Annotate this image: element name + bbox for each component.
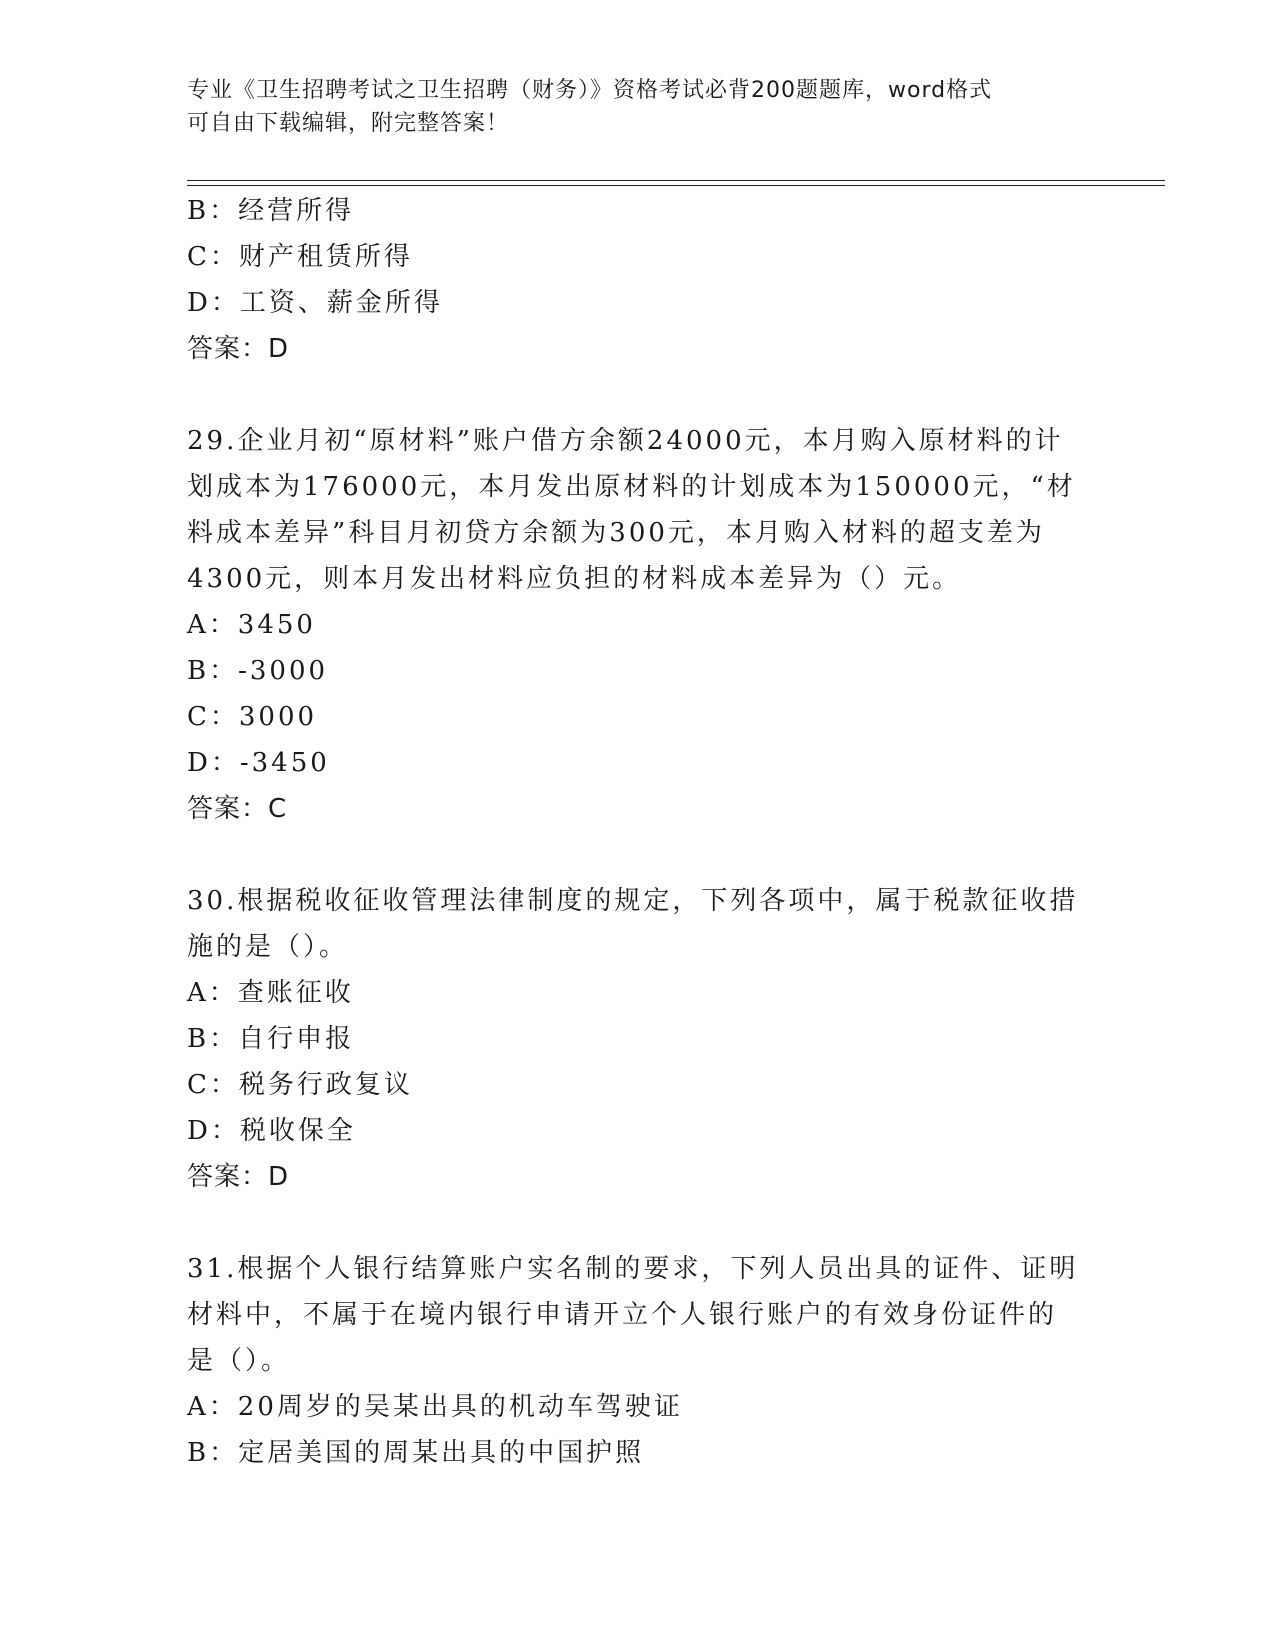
option-a: A：20周岁的吴某出具的机动车驾驶证 <box>187 1392 683 1422</box>
question-30 <box>187 878 1087 1200</box>
spacer <box>187 372 1087 418</box>
option-a: A：3450 <box>187 610 316 640</box>
option-d: D：-3450 <box>187 748 330 778</box>
question-stem-line: 31.根据个人银行结算账户实名制的要求，下列人员出具的证件、证明 <box>187 1254 1079 1284</box>
header-divider-bottom <box>187 185 1165 186</box>
answer-line: 答案：D <box>187 334 290 364</box>
option-c: C：税务行政复议 <box>187 1070 413 1100</box>
question-stem-line: 是（）。 <box>187 1346 291 1376</box>
question-stem-line: 施的是（）。 <box>187 932 349 962</box>
answer-line: 答案：C <box>187 794 288 824</box>
header-divider-top <box>187 180 1165 181</box>
question-stem-line: 30.根据税收征收管理法律制度的规定，下列各项中，属于税款征收措 <box>187 886 1079 916</box>
header-title-line-1: 专业《卫生招聘考试之卫生招聘（财务）》资格考试必背200题题库，word格式 <box>187 78 993 103</box>
header-title-line-2: 可自由下载编辑，附完整答案！ <box>187 111 510 136</box>
document-header <box>187 74 1087 140</box>
question-stem-line: 4300元，则本月发出材料应负担的材料成本差异为（）元。 <box>187 564 962 594</box>
spacer <box>187 832 1087 878</box>
spacer <box>187 1200 1087 1246</box>
question-31 <box>187 1246 1087 1476</box>
option-b: B：经营所得 <box>187 196 355 226</box>
option-b: B：自行申报 <box>187 1024 355 1054</box>
option-b: B：-3000 <box>187 656 329 686</box>
document-body <box>187 188 1087 1476</box>
option-d: D：工资、薪金所得 <box>187 288 443 318</box>
question-stem-line: 29.企业月初“原材料”账户借方余额24000元，本月购入原材料的计 <box>187 426 1064 456</box>
option-a: A：查账征收 <box>187 978 354 1008</box>
option-c: C：财产租赁所得 <box>187 242 413 272</box>
option-b: B：定居美国的周某出具的中国护照 <box>187 1438 645 1468</box>
question-stem-line: 料成本差异”科目月初贷方余额为300元，本月购入材料的超支差为 <box>187 518 1045 548</box>
option-c: C：3000 <box>187 702 318 732</box>
answer-line: 答案：D <box>187 1162 290 1192</box>
question-stem-line: 划成本为176000元，本月发出原材料的计划成本为150000元，“材 <box>187 472 1076 502</box>
question-29 <box>187 418 1087 832</box>
option-d: D：税收保全 <box>187 1116 356 1146</box>
question-stem-line: 材料中，不属于在境内银行申请开立个人银行账户的有效身份证件的 <box>187 1300 1058 1330</box>
question-28 <box>187 188 1087 372</box>
